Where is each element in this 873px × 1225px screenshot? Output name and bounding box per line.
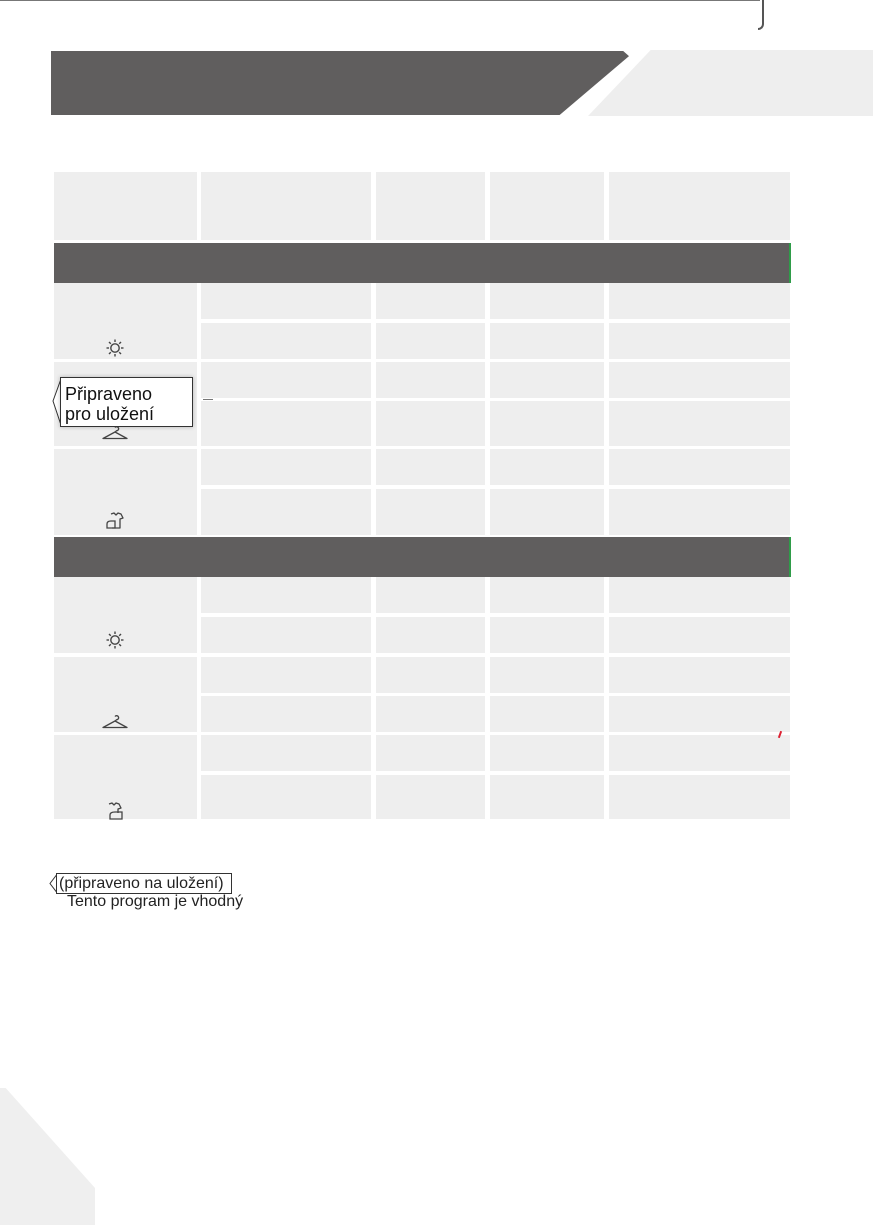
hanger-icon	[101, 714, 129, 730]
table-cell	[490, 775, 604, 819]
table-cell	[201, 362, 371, 398]
table-cell	[609, 489, 790, 535]
table-cell	[609, 449, 790, 485]
table-cell	[201, 735, 371, 771]
note-text-line: Tento program je vhodný	[67, 893, 244, 910]
table-cell	[609, 401, 790, 446]
table-cell	[490, 696, 604, 732]
table-cell	[376, 449, 485, 485]
table-cell	[376, 657, 485, 693]
note-highlight-box: (připraveno na uložení)	[56, 873, 232, 894]
section-header-bar	[54, 537, 791, 577]
table-cell	[609, 775, 790, 819]
table-cell	[609, 362, 790, 398]
table-cell	[201, 401, 371, 446]
table-cell	[490, 735, 604, 771]
table-cell	[490, 489, 604, 535]
table-cell	[490, 617, 604, 653]
section-header-bar	[54, 243, 791, 283]
sun-icon	[105, 338, 125, 358]
tooltip-line-2: pro uložení	[65, 404, 155, 424]
table-cell	[490, 323, 604, 359]
table-cell	[490, 362, 604, 398]
table-cell	[201, 657, 371, 693]
iron-shirt-icon	[104, 801, 126, 821]
table-cell	[609, 323, 790, 359]
table-cell	[376, 617, 485, 653]
sun-icon	[105, 630, 125, 650]
table-cell	[201, 617, 371, 653]
table-header-cell	[201, 172, 371, 240]
table-cell	[490, 657, 604, 693]
hanger-icon	[101, 425, 129, 441]
program-cell	[54, 283, 197, 359]
table-cell	[201, 283, 371, 319]
table-cell	[490, 577, 604, 613]
table-cell	[201, 775, 371, 819]
table-cell	[376, 577, 485, 613]
table-cell	[609, 617, 790, 653]
table-cell	[490, 401, 604, 446]
table-cell	[376, 362, 485, 398]
page-title-tab	[588, 50, 873, 116]
table-cell	[201, 489, 371, 535]
table-cell	[609, 283, 790, 319]
program-cell	[54, 577, 197, 653]
table-header-cell	[54, 172, 197, 240]
table-cell	[201, 696, 371, 732]
table-cell	[376, 401, 485, 446]
table-header-cell	[376, 172, 485, 240]
table-cell	[490, 283, 604, 319]
table-cell	[376, 283, 485, 319]
page-corner-decoration	[0, 1088, 95, 1225]
table-cell	[609, 577, 790, 613]
table-cell	[376, 696, 485, 732]
table-header-cell	[609, 172, 790, 240]
page-top-hook	[758, 0, 764, 30]
table-header-cell	[490, 172, 604, 240]
table-cell	[609, 657, 790, 693]
tooltip-line-1: Připraveno	[65, 384, 153, 404]
page-top-rule	[0, 0, 760, 1]
table-cell	[201, 449, 371, 485]
tooltip-connector	[203, 399, 213, 400]
iron-shirt-icon	[104, 511, 126, 531]
table-cell	[201, 323, 371, 359]
tooltip-callout	[60, 377, 193, 427]
note-clipped-line	[67, 858, 257, 872]
table-cell	[609, 696, 790, 732]
table-cell	[376, 735, 485, 771]
table-cell	[609, 735, 790, 771]
table-cell	[376, 775, 485, 819]
page-title-bar	[51, 51, 629, 115]
table-cell	[376, 489, 485, 535]
table-cell	[490, 449, 604, 485]
table-cell	[201, 577, 371, 613]
table-cell	[376, 323, 485, 359]
